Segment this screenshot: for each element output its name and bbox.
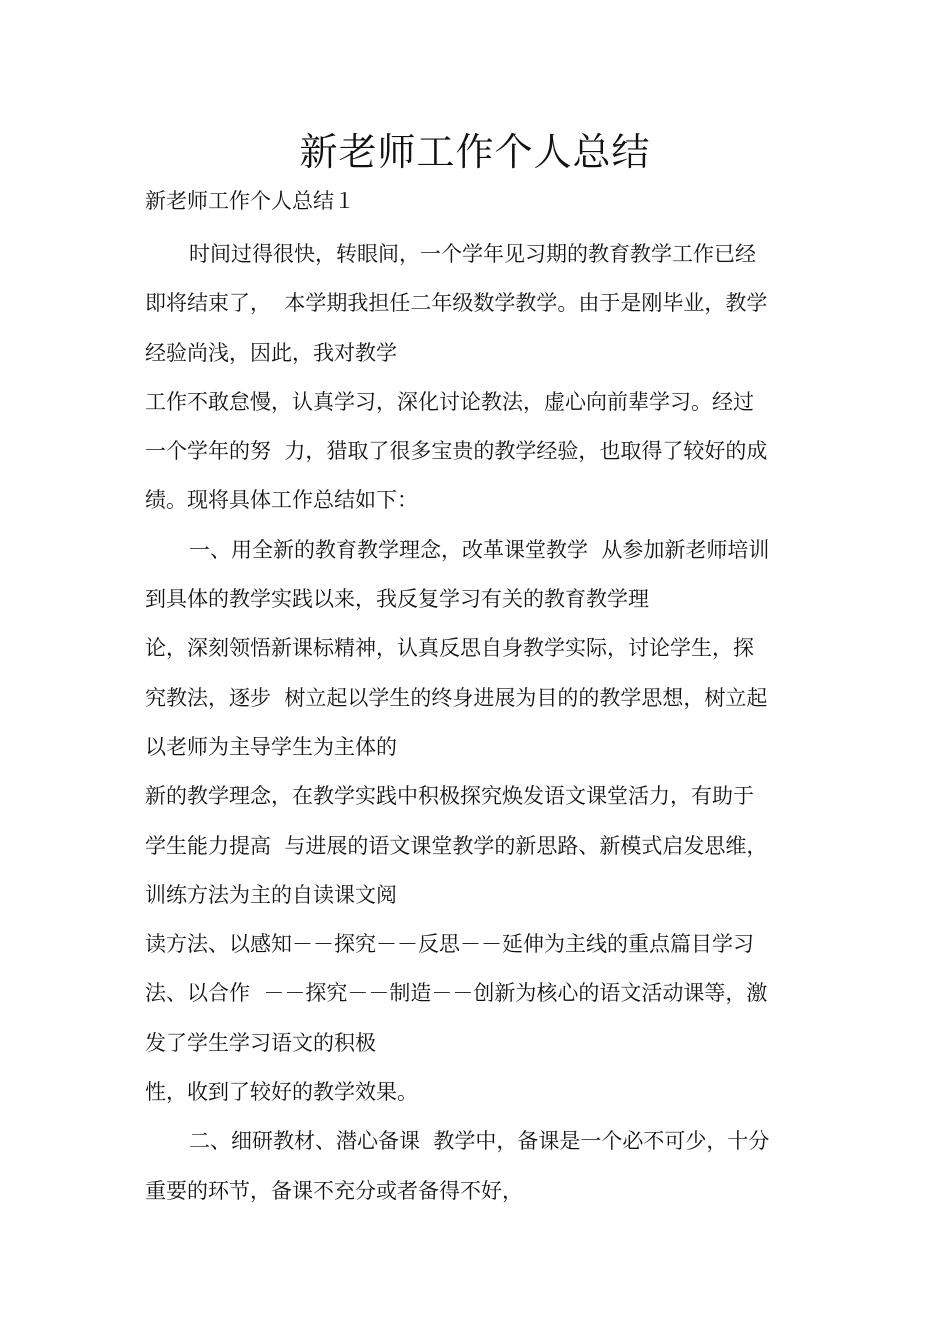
text-line: 学生能力提高 与进展的语文课堂教学的新思路、新模式启发思维， [145, 833, 768, 858]
text-line: 论，深刻领悟新课标精神，认真反思自身教学实际，讨论学生，探 [145, 636, 754, 661]
text-line: 法、以合作 －－探究－－制造－－创新为核心的语文活动课等，激 [145, 981, 768, 1006]
text-line: 训练方法为主的自读课文阅 [145, 882, 397, 907]
text-line: 经验尚浅，因此，我对教学 [145, 340, 397, 365]
text-line: 时间过得很快，转眼间，一个学年见习期的教育教学工作已经 [189, 242, 756, 266]
text-line: 究教法，逐步 树立起以学生的终身进展为目的的教学思想，树立起 [145, 685, 768, 710]
section-subtitle: 新老师工作个人总结１ [145, 189, 355, 213]
text-line: 二、细研教材、潜心备课 教学中，备课是一个必不可少，十分 [189, 1129, 770, 1154]
text-line: 到具体的教学实践以来，我反复学习有关的教育教学理 [145, 587, 649, 612]
document-title: 新老师工作个人总结 [299, 130, 651, 174]
text-line: 绩。现将具体工作总结如下： [145, 488, 418, 513]
text-line: 以老师为主导学生为主体的 [145, 734, 397, 759]
text-line: 发了学生学习语文的积极 [145, 1030, 376, 1055]
text-line: 性，收到了较好的教学效果。 [145, 1080, 418, 1105]
text-line: 一、用全新的教育教学理念，改革课堂教学 从参加新老师培训 [189, 537, 770, 562]
text-line: 重要的环节，备课不充分或者备得不好， [145, 1178, 523, 1203]
text-line: 读方法、以感知－－探究－－反思－－延伸为主线的重点篇目学习 [145, 932, 754, 957]
body-text [145, 230, 810, 1216]
text-line: 即将结束了， 本学期我担任二年级数学教学。由于是刚毕业，教学 [145, 291, 768, 316]
text-line: 新的教学理念，在教学实践中积极探究焕发语文课堂活力，有助于 [145, 784, 754, 809]
text-line: 一个学年的努 力，猎取了很多宝贵的教学经验，也取得了较好的成 [145, 439, 768, 464]
text-line: 工作不敢怠慢，认真学习，深化讨论教法，虚心向前辈学习。经过 [145, 389, 754, 414]
